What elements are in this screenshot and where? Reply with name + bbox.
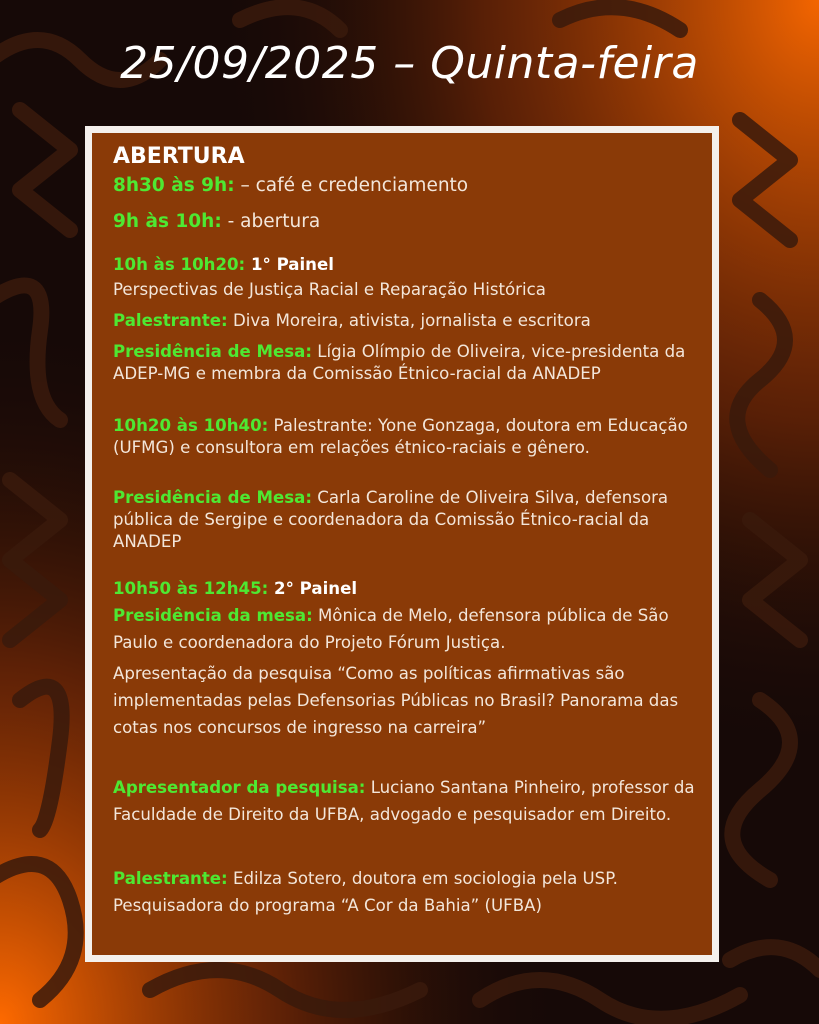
list-item bbox=[113, 254, 703, 276]
list-item bbox=[113, 341, 703, 385]
list-item bbox=[113, 660, 703, 741]
panel-label: 1° Painel bbox=[245, 255, 334, 274]
item-text: – café e credenciamento bbox=[234, 175, 469, 196]
item-text: Mônica de Melo, defensora pública de São Paulo e coordenadora do Projeto Fórum Justiça. bbox=[113, 606, 669, 652]
role-label: Presidência de Mesa: bbox=[113, 342, 312, 361]
item-text: Diva Moreira, ativista, jornalista e escritora bbox=[227, 311, 591, 330]
list-item bbox=[113, 173, 703, 199]
role-label: Palestrante: bbox=[113, 869, 228, 888]
item-text: Apresentação da pesquisa “Como as políticas afirmativas são implementadas pelas Defensorias Públicas no Brasil? Panorama das cotas nos concursos de ingresso na carreira” bbox=[113, 664, 679, 737]
role-label: Presidência de Mesa: bbox=[113, 488, 312, 507]
item-text: Edilza Sotero, doutora em sociologia pela USP. Pesquisadora do programa “A Cor da Bahia” (UFBA) bbox=[113, 869, 618, 915]
list-item bbox=[113, 279, 703, 301]
list-item bbox=[113, 602, 703, 656]
role-label: Presidência da mesa: bbox=[113, 606, 313, 625]
list-item bbox=[113, 310, 703, 332]
item-text: Lígia Olímpio de Oliveira, vice-presidenta da ADEP-MG e membra da Comissão Étnico-racial da ANADEP bbox=[113, 342, 686, 383]
panel-label: 2° Painel bbox=[268, 579, 358, 598]
list-item bbox=[113, 865, 703, 919]
time-label: 10h20 às 10h40: bbox=[113, 416, 269, 435]
panel-title: Perspectivas de Justiça Racial e Reparação Histórica bbox=[113, 280, 546, 299]
item-text: Palestrante: Yone Gonzaga, doutora em Educação (UFMG) e consultora em relações étnico-raciais e gênero. bbox=[113, 416, 688, 457]
date-title: 25/09/2025 – Quinta-feira bbox=[120, 38, 699, 89]
item-text: - abertura bbox=[221, 211, 321, 232]
list-item bbox=[113, 209, 703, 235]
role-label: Palestrante: bbox=[113, 311, 228, 330]
item-text: Luciano Santana Pinheiro, professor da Faculdade de Direito da UFBA, advogado e pesquisador em Direito. bbox=[113, 778, 695, 824]
role-label: Apresentador da pesquisa: bbox=[113, 778, 366, 797]
time-label: 9h às 10h: bbox=[113, 211, 222, 232]
list-item bbox=[113, 578, 703, 600]
time-label: 8h30 às 9h: bbox=[113, 175, 235, 196]
time-label: 10h50 às 12h45: bbox=[113, 579, 269, 598]
section-heading: ABERTURA bbox=[113, 144, 245, 169]
list-item bbox=[113, 774, 703, 828]
list-item bbox=[113, 487, 703, 553]
list-item bbox=[113, 415, 703, 459]
item-text: Carla Caroline de Oliveira Silva, defensora pública de Sergipe e coordenadora da Comissão Étnico-racial da ANADEP bbox=[113, 488, 669, 551]
time-label: 10h às 10h20: bbox=[113, 255, 246, 274]
